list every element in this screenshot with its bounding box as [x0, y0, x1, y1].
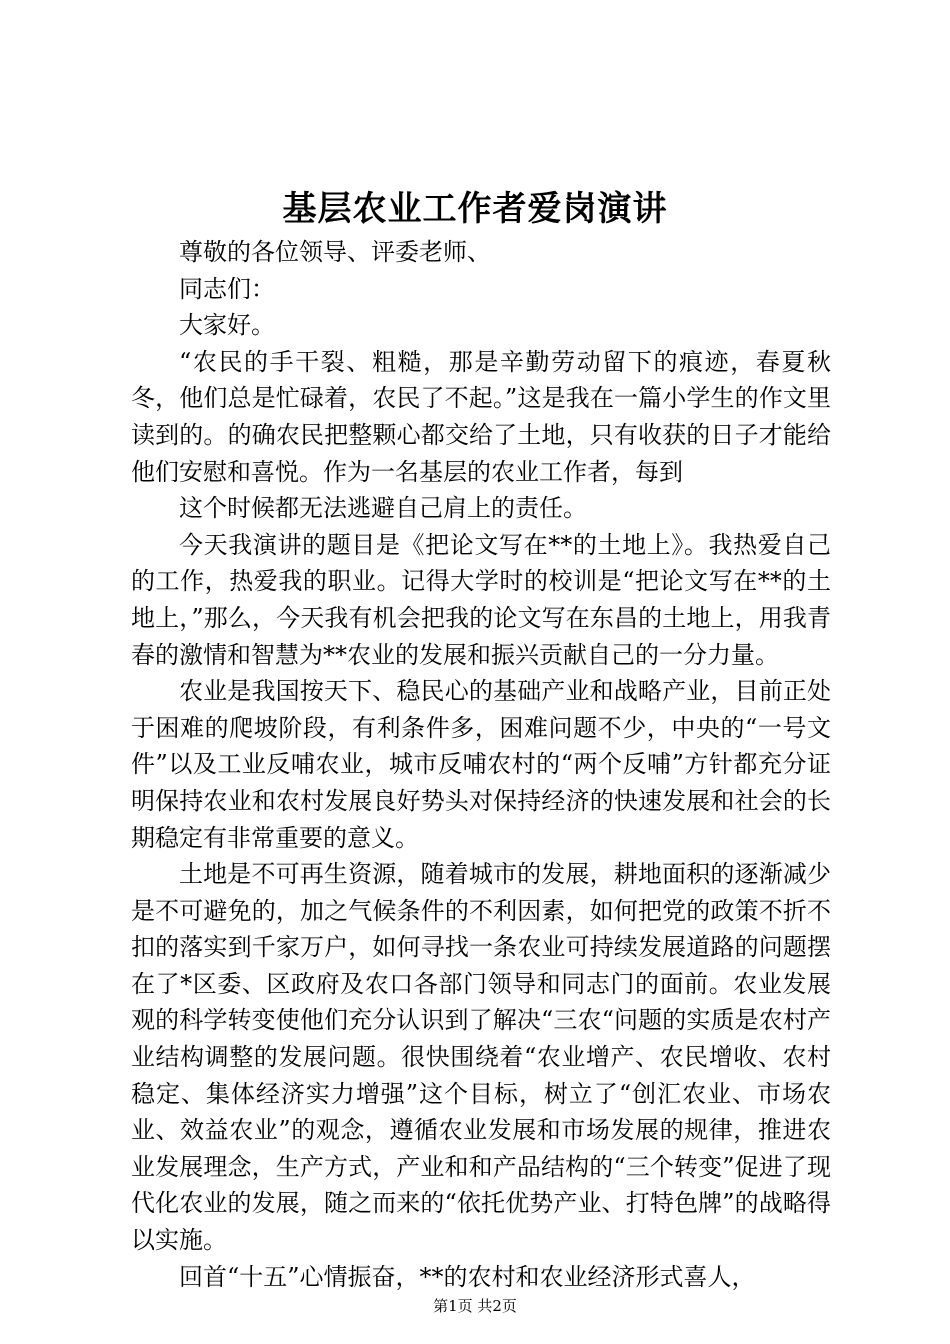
paragraph-intro: “农民的手干裂、粗糙，那是辛勤劳动留下的痕迹，春夏秋冬，他们总是忙碌着，农民了不起。”这是我在一篇小学生的作文里读到的。的确农民把整颗心都交给了土地，只有收获的日子才能给他们安慰和喜悦。作为一名基层的农业工作者，每到: [131, 347, 831, 486]
page-footer: 第1页 共2页: [433, 1297, 517, 1315]
paragraph-review: 回首“十五”心情振奋，**的农村和农业经济形式喜人，: [179, 1262, 756, 1291]
paragraph-salutation-2: 同志们：: [179, 274, 275, 303]
document-body: [131, 234, 831, 1295]
paragraph-agriculture: 农业是我国按天下、稳民心的基础产业和战略产业，目前正处于困难的爬坡阶段，有利条件多，困难问题不少，中央的“一号文件”以及工业反哺农业，城市反哺农村的“两个反哺”方针都充分证明保持农业和农村发展良好势头对保持经济的快速发展和社会的长期稳定有非常重要的意义。: [131, 677, 831, 852]
paragraph-responsibility: 这个时候都无法逃避自己肩上的责任。: [179, 494, 587, 523]
paragraph-topic: 今天我演讲的题目是《把论文写在**的土地上》。我热爱自己的工作，热爱我的职业。记得大学时的校训是“把论文写在**的土地上，”那么，今天我有机会把我的论文写在东昌的土地上，用我青春的激情和智慧为**农业的发展和振兴贡献自己的一分力量。: [131, 530, 831, 669]
paragraph-land: 土地是不可再生资源，随着城市的发展，耕地面积的逐渐减少是不可避免的，加之气候条件的不利因素，如何把党的政策不折不扣的落实到千家万户，如何寻找一条农业可持续发展道路的问题摆在了*区委、区政府及农口各部门领导和同志门的面前。农业发展观的科学转变使他们充分认识到了解决“三农“问题的实质是农村产业结构调整的发展问题。很快围绕着“农业增产、农民增收、农村稳定、集体经济实力增强”这个目标，树立了“创汇农业、市场农业、效益农业”的观念，遵循农业发展和市场发展的规律，推进农业发展理念，生产方式，产业和和产品结构的“三个转变”促进了现代化农业的发展，随之而来的“依托优势产业、打特色牌”的战略得以实施。: [131, 860, 831, 1255]
document-title: 基层农业工作者爱岗演讲: [282, 189, 668, 229]
paragraph-greeting: 大家好。: [179, 311, 275, 340]
paragraph-salutation-1: 尊敬的各位领导、评委老师、: [179, 238, 491, 266]
